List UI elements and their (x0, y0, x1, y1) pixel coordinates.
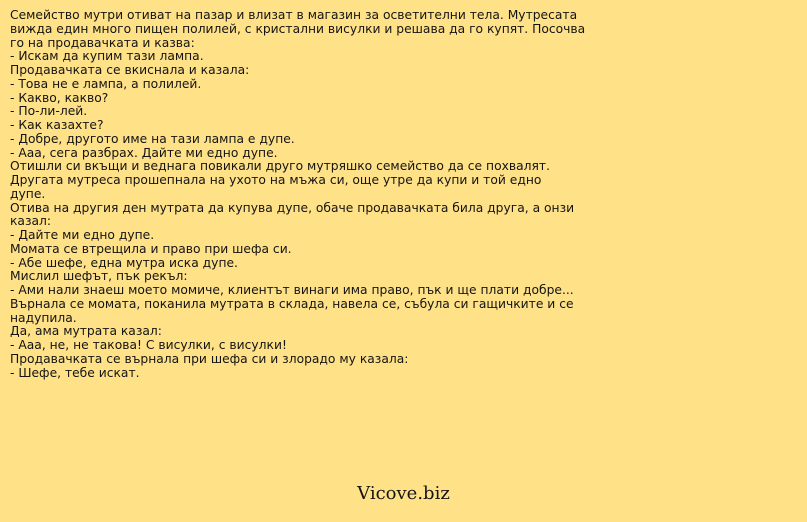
joke-line: Продавачката се вкиснала и казала: (10, 63, 250, 77)
joke-line: Момата се втрещила и право при шефа си. (10, 241, 292, 256)
joke-line: Отива на другия ден мутрата да купува дупе, обаче продавачката била друга, а онзи (10, 200, 575, 215)
joke-line: го на продавачката и казва: (10, 35, 195, 50)
joke-line: - Добре, другото име на тази лампа е дупе. (10, 131, 295, 146)
joke-line: - Какво, какво? (10, 90, 109, 105)
joke-line: Върнала се момата, поканила мутрата в склада, навела се, събула си гащичките и се (10, 296, 574, 311)
joke-line: дупе. (10, 186, 46, 201)
joke-text (10, 9, 600, 380)
joke-line: - Това не е лампа, а полилей. (10, 76, 202, 91)
joke-line: - Абе шефе, една мутра иска дупе. (10, 255, 238, 270)
joke-line: Мислил шефът, пък рекъл: (10, 269, 188, 284)
joke-line: - По-ли-лей. (10, 104, 88, 119)
joke-line: Продавачката се върнала при шефа си и злорадо му казала: (10, 351, 409, 366)
joke-line: Отишли си вкъщи и веднага повикали друго мутряшко семейство да се похвалят. (10, 159, 550, 174)
joke-line: - Искам да купим тази лампа. (10, 49, 204, 64)
joke-line: - Дайте ми едно дупе. (10, 228, 155, 242)
joke-line: - Ааа, сега разбрах. Дайте ми едно дупе. (10, 145, 278, 160)
joke-line: - Ами нали знаеш моето момиче, клиентът винаги има право, пък и ще плати добре... (10, 283, 574, 297)
joke-line: Семейство мутри отиват на пазар и влизат в магазин за осветителни тела. Мутресата (10, 8, 578, 22)
site-footer-label: Vicove.biz (357, 483, 450, 504)
joke-line: вижда един много пищен полилей, с кристални висулки и решава да го купят. Посочва (10, 21, 586, 36)
joke-line: надупила. (10, 310, 77, 325)
joke-line: - Как казахте? (10, 118, 104, 132)
joke-line: Другата мутреса прошепнала на ухото на мъжа си, още утре да купи и той едно (10, 173, 542, 187)
joke-line: Да, ама мутрата казал: (10, 324, 162, 339)
joke-line: - Шефе, тебе искат. (10, 365, 140, 380)
joke-line: - Ааа, не, не такова! С висулки, с висулки! (10, 338, 287, 352)
joke-line: казал: (10, 214, 52, 229)
